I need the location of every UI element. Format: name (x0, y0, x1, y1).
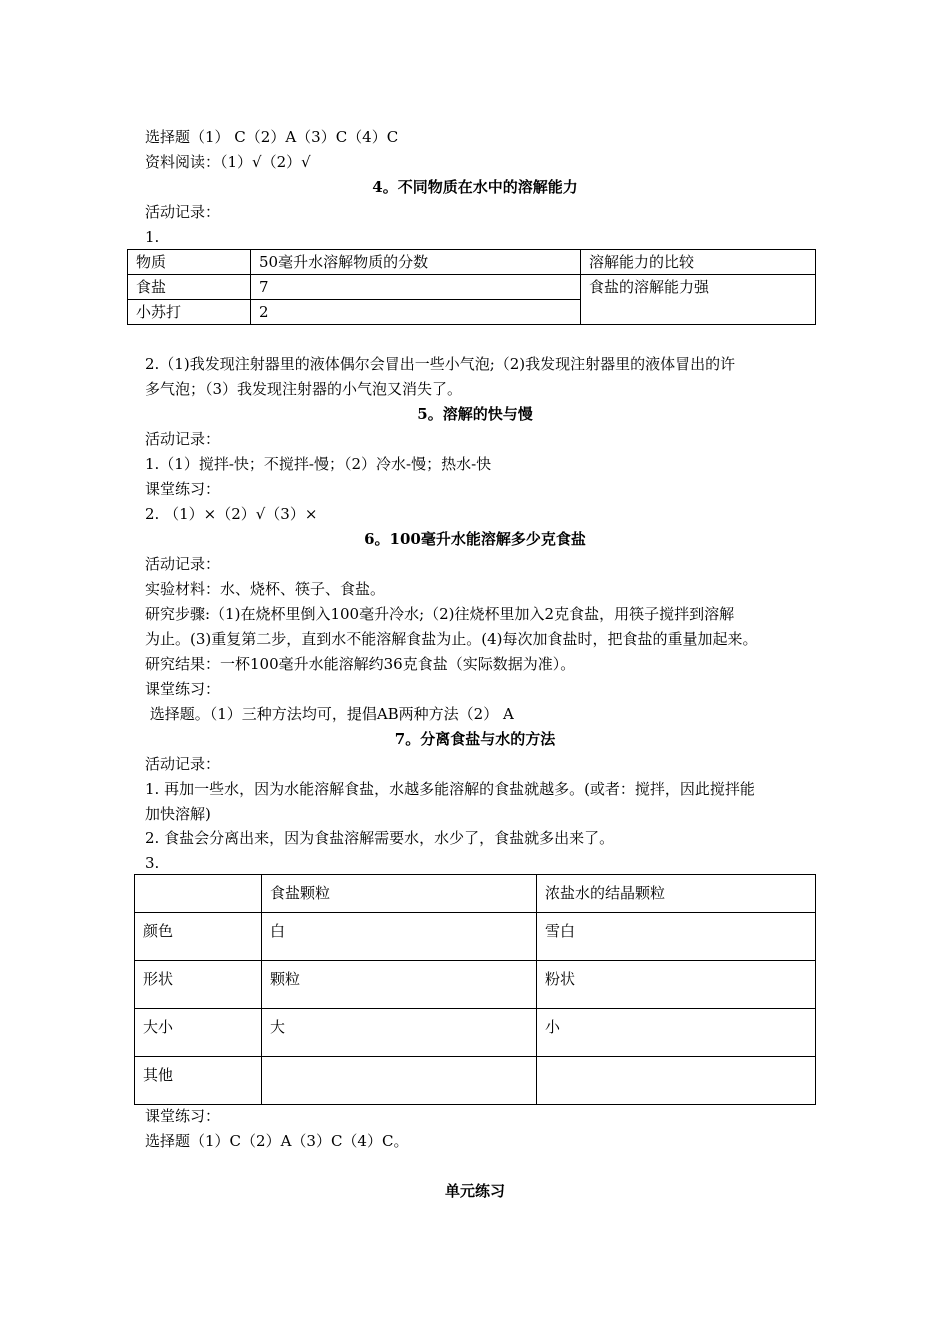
table-cell: 白 (262, 913, 537, 961)
section-title-4: 4。不同物质在水中的溶解能力 (372, 178, 578, 196)
table-header-cell: 食盐颗粒 (262, 875, 537, 913)
table-header-cell: 50毫升水溶解物质的分数 (251, 250, 581, 275)
item-7-1-line1: 1. 再加一些水，因为水能溶解食盐，水越多能溶解的食盐就越多。(或者：搅拌，因此搅拌能 (145, 780, 755, 798)
item-7-2: 2. 食盐会分离出来，因为食盐溶解需要水，水少了，食盐就多出来了。 (145, 829, 615, 847)
table-cell (537, 1057, 816, 1105)
table-merged-cell: 食盐的溶解能力强 (581, 275, 816, 325)
item-5-1: 1.（1）搅拌-快；不搅拌-慢；（2）冷水-慢；热水-快 (145, 455, 492, 473)
table-row (135, 961, 816, 1009)
choice-answers-7: 选择题（1）C（2）A（3）C（4）C。 (145, 1132, 409, 1150)
crystal-comparison-table (134, 874, 816, 1105)
table-cell: 其他 (135, 1057, 262, 1105)
steps-line2: 为止。(3)重复第二步，直到水不能溶解食盐为止。(4)每次加食盐时，把食盐的重量加起来。 (145, 630, 758, 648)
practice-label-5: 课堂练习： (145, 480, 221, 498)
table-cell: 颜色 (135, 913, 262, 961)
table-header-cell: 浓盐水的结晶颗粒 (537, 875, 816, 913)
reading-answers-3: 资料阅读：（1）√（2）√ (145, 153, 311, 171)
materials-text: 实验材料：水、烧杯、筷子、食盐。 (145, 580, 386, 598)
item-number-4-1: 1. (145, 228, 160, 246)
table-cell: 雪白 (537, 913, 816, 961)
table-header-row (135, 875, 816, 913)
activity-label-6: 活动记录： (145, 555, 221, 573)
item-4-2-line2: 多气泡；（3）我发现注射器的小气泡又消失了。 (145, 380, 463, 398)
section-title-5: 5。溶解的快与慢 (417, 405, 533, 423)
activity-label-7: 活动记录： (145, 755, 221, 773)
choice-answers-3: 选择题（1） C（2）A（3）C（4）C (145, 128, 399, 146)
table-cell: 大 (262, 1009, 537, 1057)
item-4-2-line1: 2.（1)我发现注射器里的液体偶尔会冒出一些小气泡;（2)我发现注射器里的液体冒出的许 (145, 355, 736, 373)
table-row (135, 1057, 816, 1105)
choice-answers-6: 选择题。（1）三种方法均可，提倡AB两种方法（2） A (145, 705, 514, 723)
section-title-7: 7。分离食盐与水的方法 (394, 730, 556, 748)
activity-label-5: 活动记录： (145, 430, 221, 448)
solubility-table (127, 249, 816, 325)
table-row (135, 1009, 816, 1057)
activity-label-4: 活动记录： (145, 203, 221, 221)
table-header-cell (135, 875, 262, 913)
table-row (135, 913, 816, 961)
table-cell: 形状 (135, 961, 262, 1009)
item-5-2: 2. （1）×（2）√（3）× (145, 505, 318, 523)
table-cell: 小苏打 (128, 300, 251, 325)
table-header-cell: 溶解能力的比较 (581, 250, 816, 275)
section-title-6: 6。100毫升水能溶解多少克食盐 (364, 530, 586, 548)
table-cell (262, 1057, 537, 1105)
item-7-1-line2: 加快溶解) (145, 805, 211, 823)
item-number-7-3: 3. (145, 854, 160, 872)
table-cell: 食盐 (128, 275, 251, 300)
steps-line1: 研究步骤:（1)在烧杯里倒入100毫升冷水;（2)往烧杯里加入2克食盐，用筷子搅拌到溶解 (145, 605, 735, 623)
table-cell: 小 (537, 1009, 816, 1057)
table-cell: 7 (251, 275, 581, 300)
practice-label-7: 课堂练习： (145, 1107, 221, 1125)
table-header-cell: 物质 (128, 250, 251, 275)
table-header-row (128, 250, 816, 275)
unit-practice-title: 单元练习 (444, 1182, 505, 1200)
table-cell: 粉状 (537, 961, 816, 1009)
table-cell: 颗粒 (262, 961, 537, 1009)
table-row (128, 275, 816, 300)
result-text: 研究结果：一杯100毫升水能溶解约36克食盐（实际数据为准）。 (145, 655, 576, 673)
table-cell: 2 (251, 300, 581, 325)
practice-label-6: 课堂练习： (145, 680, 221, 698)
table-cell: 大小 (135, 1009, 262, 1057)
